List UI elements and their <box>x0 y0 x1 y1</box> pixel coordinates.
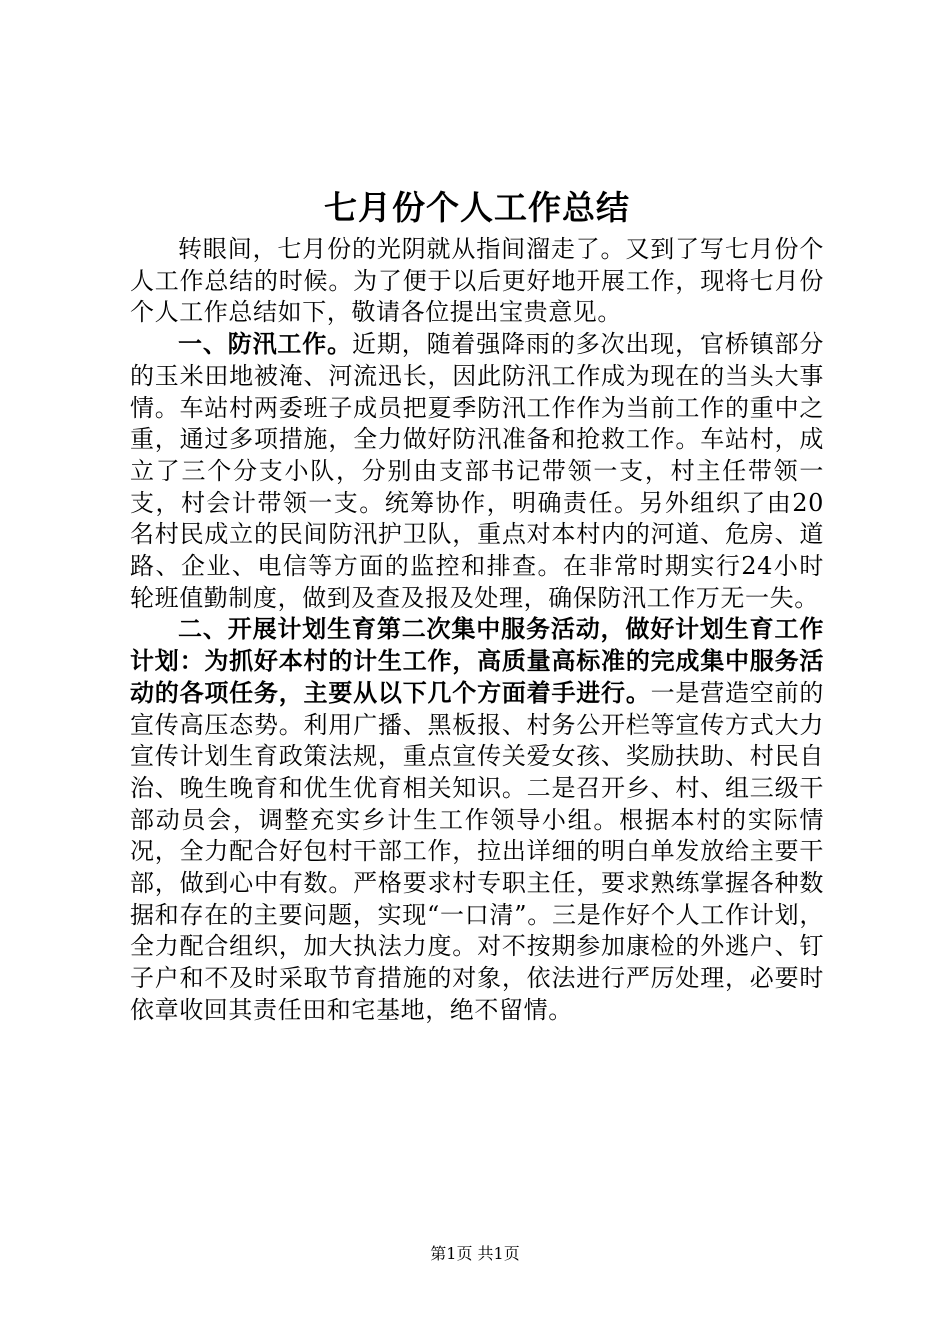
family-planning-paragraph <box>130 614 824 1026</box>
page-number-footer: 第1页 共1页 <box>430 1244 520 1263</box>
flood-control-paragraph <box>130 329 824 614</box>
intro-paragraph <box>130 234 824 329</box>
paragraph-text: 转眼间，七月份的光阴就从指间溜走了。又到了写七月份个人工作总结的时候。为了便于以后更好地开展工作，现将七月份个人工作总结如下，敬请各位提出宝贵意见。 <box>130 235 824 327</box>
paragraph-text: 一是营造空前的宣传高压态势。利用广播、黑板报、村务公开栏等宣传方式大力宣传计划生育政策法规，重点宣传关爱女孩、奖励扶助、村民自治、晚生晚育和优生优育相关知识。二是召开乡、村、组三级干部动员会，调整充实乡计生工作领导小组。根据本村的实际情况，全力配合好包村干部工作，拉出详细的明白单发放给主要干部，做到心中有数。严格要求村专职主任，要求熟练掌握各种数据和存在的主要问题，实现“一口清”。三是作好个人工作计划，全力配合组织，加大执法力度。对不按期参加康检的外逃户、钉子户和不及时采取节育措施的对象，依法进行严厉处理，必要时依章收回其责任田和宅基地，绝不留情。 <box>130 678 824 1024</box>
section-heading-flood-control: 一、防汛工作。 <box>178 330 352 359</box>
document-title: 七月份个人工作总结 <box>324 188 630 227</box>
section-heading-family-planning: 二、开展计划生育第二次集中服务活动，做好计划生育工作计划：为抓好本村的计生工作，高质量高标准的完成集中服务活动的各项任务，主要从以下几个方面着手进行。 <box>130 615 824 707</box>
document-body <box>130 234 824 1027</box>
paragraph-text: 近期，随着强降雨的多次出现，官桥镇部分的玉米田地被淹、河流迅长，因此防汛工作成为现在的当头大事情。车站村两委班子成员把夏季防汛工作作为当前工作的重中之重，通过多项措施，全力做好防汛准备和抢救工作。车站村，成立了三个分支小队，分别由支部书记带领一支，村主任带领一支，村会计带领一支。统筹协作，明确责任。另外组织了由20名村民成立的民间防汛护卫队，重点对本村内的河道、危房、道路、企业、电信等方面的监控和排查。在非常时期实行24小时轮班值勤制度，做到及查及报及处理，确保防汛工作万无一失。 <box>130 330 824 612</box>
